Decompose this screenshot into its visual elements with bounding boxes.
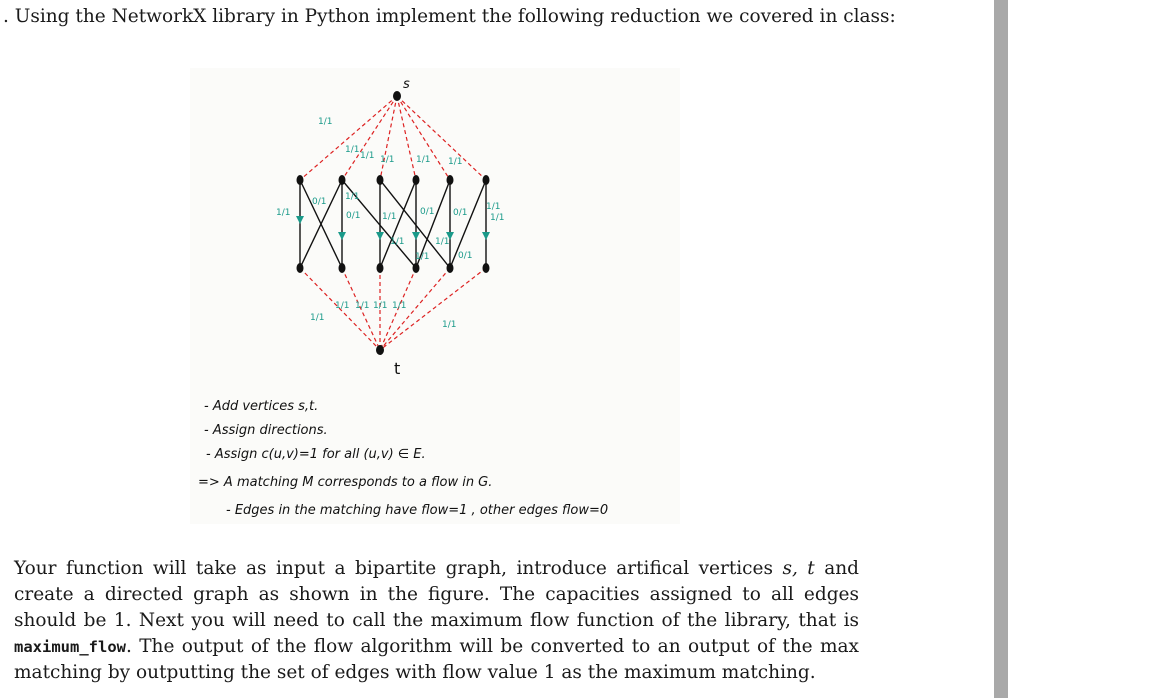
flow-label: 1/1 — [345, 145, 360, 155]
problem-heading: . Using the NetworkX library in Python implement the following reduction we covered in class: — [3, 6, 896, 27]
right-vertex — [297, 263, 304, 273]
flow-label: 1/1 — [335, 301, 350, 311]
left-vertex — [377, 175, 384, 185]
left-vertex — [297, 175, 304, 185]
flow-network-figure — [190, 68, 680, 524]
flow-label: 1/1 — [360, 151, 375, 161]
flow-label: 1/1 — [490, 213, 505, 223]
flow-label: 0/1 — [312, 197, 327, 207]
flow-label: 0/1 — [453, 208, 468, 218]
flow-label: 1/1 — [442, 320, 457, 330]
note-line: - Assign directions. — [204, 423, 328, 438]
figure-canvas — [190, 68, 680, 524]
flow-label: 0/1 — [458, 251, 473, 261]
instructions-paragraph — [14, 556, 859, 686]
left-vertex — [413, 175, 420, 185]
flow-label: 1/1 — [382, 212, 397, 222]
flow-label: 1/1 — [373, 301, 388, 311]
note-line: - Edges in the matching have flow=1 , other edges flow=0 — [226, 503, 609, 518]
right-vertex — [483, 263, 490, 273]
left-vertex — [447, 175, 454, 185]
paragraph-vars: s, t — [782, 558, 815, 579]
flow-label: 1/1 — [390, 237, 405, 247]
right-vertex — [339, 263, 346, 273]
flow-label: 0/1 — [420, 207, 435, 217]
left-vertex — [339, 175, 346, 185]
note-line: => A matching M corresponds to a flow in G. — [198, 475, 493, 490]
flow-label: 1/1 — [380, 155, 395, 165]
sink-vertex — [376, 345, 384, 355]
source-label: s — [403, 77, 410, 92]
flow-label: 1/1 — [416, 155, 431, 165]
right-vertex — [377, 263, 384, 273]
right-vertex — [413, 263, 420, 273]
note-line: - Assign c(u,v)=1 for all (u,v) ∈ E. — [206, 447, 426, 462]
paragraph-text-3: . The output of the flow algorithm will be converted to an output of the max matching by outputting the set of edges with flow value 1 as the maximum matching. — [14, 636, 859, 683]
flow-label: 1/1 — [392, 301, 407, 311]
flow-label: 1/1 — [355, 301, 370, 311]
flow-label: 1/1 — [415, 252, 430, 262]
flow-label: 1/1 — [448, 157, 463, 167]
flow-label: 1/1 — [276, 208, 291, 218]
flow-label: 1/1 — [435, 237, 450, 247]
flow-label: 1/1 — [318, 117, 333, 127]
paragraph-text-1: Your function will take as input a bipartite graph, introduce artifical vertices — [14, 558, 783, 579]
flow-label: 1/1 — [345, 192, 360, 202]
paragraph-text-2: and create a directed graph as shown in the figure. The capacities assigned to all edges should be 1. Next you will need to call the maximum flow function of the library, that is — [14, 558, 859, 631]
flow-label: 1/1 — [486, 202, 501, 212]
left-vertex — [483, 175, 490, 185]
flow-label: 0/1 — [346, 211, 361, 221]
vertical-scrollbar[interactable] — [994, 0, 1008, 698]
flow-label: 1/1 — [310, 313, 325, 323]
right-vertex — [447, 263, 454, 273]
paragraph-code: maximum_flow — [14, 638, 126, 656]
note-line: - Add vertices s,t. — [204, 399, 319, 414]
source-vertex — [393, 91, 401, 101]
sink-label: t — [394, 359, 401, 378]
